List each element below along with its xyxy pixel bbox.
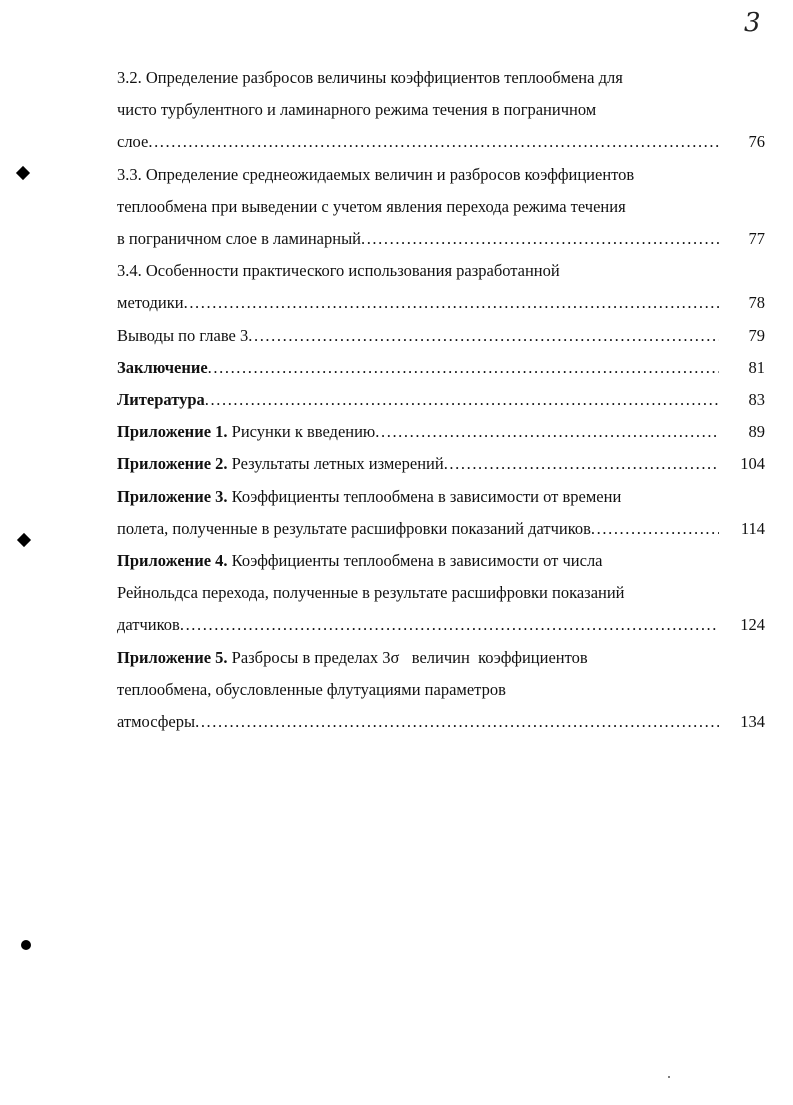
toc-entry-line: 3.2. Определение разбросов величины коэффициентов теплообмена для [117,68,623,87]
toc-entry-text: Коэффициенты теплообмена в зависимости от числа [227,551,603,571]
toc-entry-text: Рисунки к введению [227,422,376,442]
toc-entry-label: Приложение 4. [117,551,228,571]
page-number: 3 [744,8,761,38]
toc-page-number: 79 [748,325,765,345]
toc-entry-label: Приложение 5. [117,647,228,667]
toc-entry-text: в пограничном слое в ламинарный [117,229,361,249]
toc-entry [117,384,765,416]
toc-entry-label: Приложение 2. [117,454,228,474]
toc-entry-label: Заключение [117,357,208,377]
scan-speck [668,1076,670,1078]
toc-page-number: 114 [740,518,765,538]
toc-page-number: 124 [740,615,765,635]
toc-entry-label: Приложение 3. [117,486,228,506]
toc-entry-text: Разбросы в пределах 3σ величин коэффициентов [227,647,588,667]
toc-entry [117,320,765,352]
dot-leader [184,287,719,319]
toc-entry-text: Коэффициенты теплообмена в зависимости от времени [227,486,622,506]
toc-entry-text: атмосферы [117,712,196,732]
toc-entry [117,481,765,545]
toc-entry-line: Рейнольдса перехода, полученные в результате расшифровки показаний [117,583,625,603]
toc-entry [117,545,765,642]
toc-entry [117,416,765,448]
toc-entry-text: слое [117,132,149,152]
toc-entry [117,642,765,739]
margin-bullet-mark [17,533,31,547]
dot-leader [444,448,719,480]
toc-page-number: 76 [748,132,765,152]
dot-leader [208,352,719,384]
margin-bullet-mark [21,940,31,950]
toc-entry-line: чисто турбулентного и ламинарного режима течения в пограничном [117,100,597,120]
toc-entry-line: 3.4. Особенности практического использования разработанной [117,261,560,281]
dot-leader [375,416,719,448]
toc-entry [117,255,765,319]
toc-entry-label: Приложение 1. [117,422,228,442]
toc-entry-text: Выводы по главе 3 [117,325,249,345]
toc-entry-text: полета, полученные в результате расшифровки показаний датчиков [117,518,591,538]
toc-entry-line: теплообмена, обусловленные флутуациями параметров [117,679,506,699]
margin-bullet-mark [16,166,30,180]
dot-leader [148,126,719,158]
toc-entry [117,352,765,384]
toc-entry [117,448,765,480]
toc-page-number: 81 [748,357,765,377]
toc-page-number: 104 [740,454,765,474]
toc-page-number: 78 [748,293,765,313]
table-of-contents [117,62,765,738]
toc-entry-label: Литература [117,390,205,410]
toc-entry-line: теплообмена при выведении с учетом явления перехода режима течения [117,196,626,216]
toc-entry-text: Результаты летных измерений [227,454,444,474]
dot-leader [205,384,719,416]
toc-entry-text: датчиков [117,615,180,635]
toc-entry [117,159,765,256]
dot-leader [195,706,719,738]
toc-page-number: 83 [748,390,765,410]
toc-page-number: 77 [748,229,765,249]
toc-entry [117,62,765,159]
toc-entry-text: методики [117,293,184,313]
dot-leader [361,223,719,255]
toc-page-number: 134 [740,712,765,732]
toc-entry-line: 3.3. Определение среднеожидаемых величин и разбросов коэффициентов [117,164,635,184]
dot-leader [591,513,719,545]
dot-leader [248,320,719,352]
toc-page-number: 89 [748,422,765,442]
dot-leader [180,609,719,641]
